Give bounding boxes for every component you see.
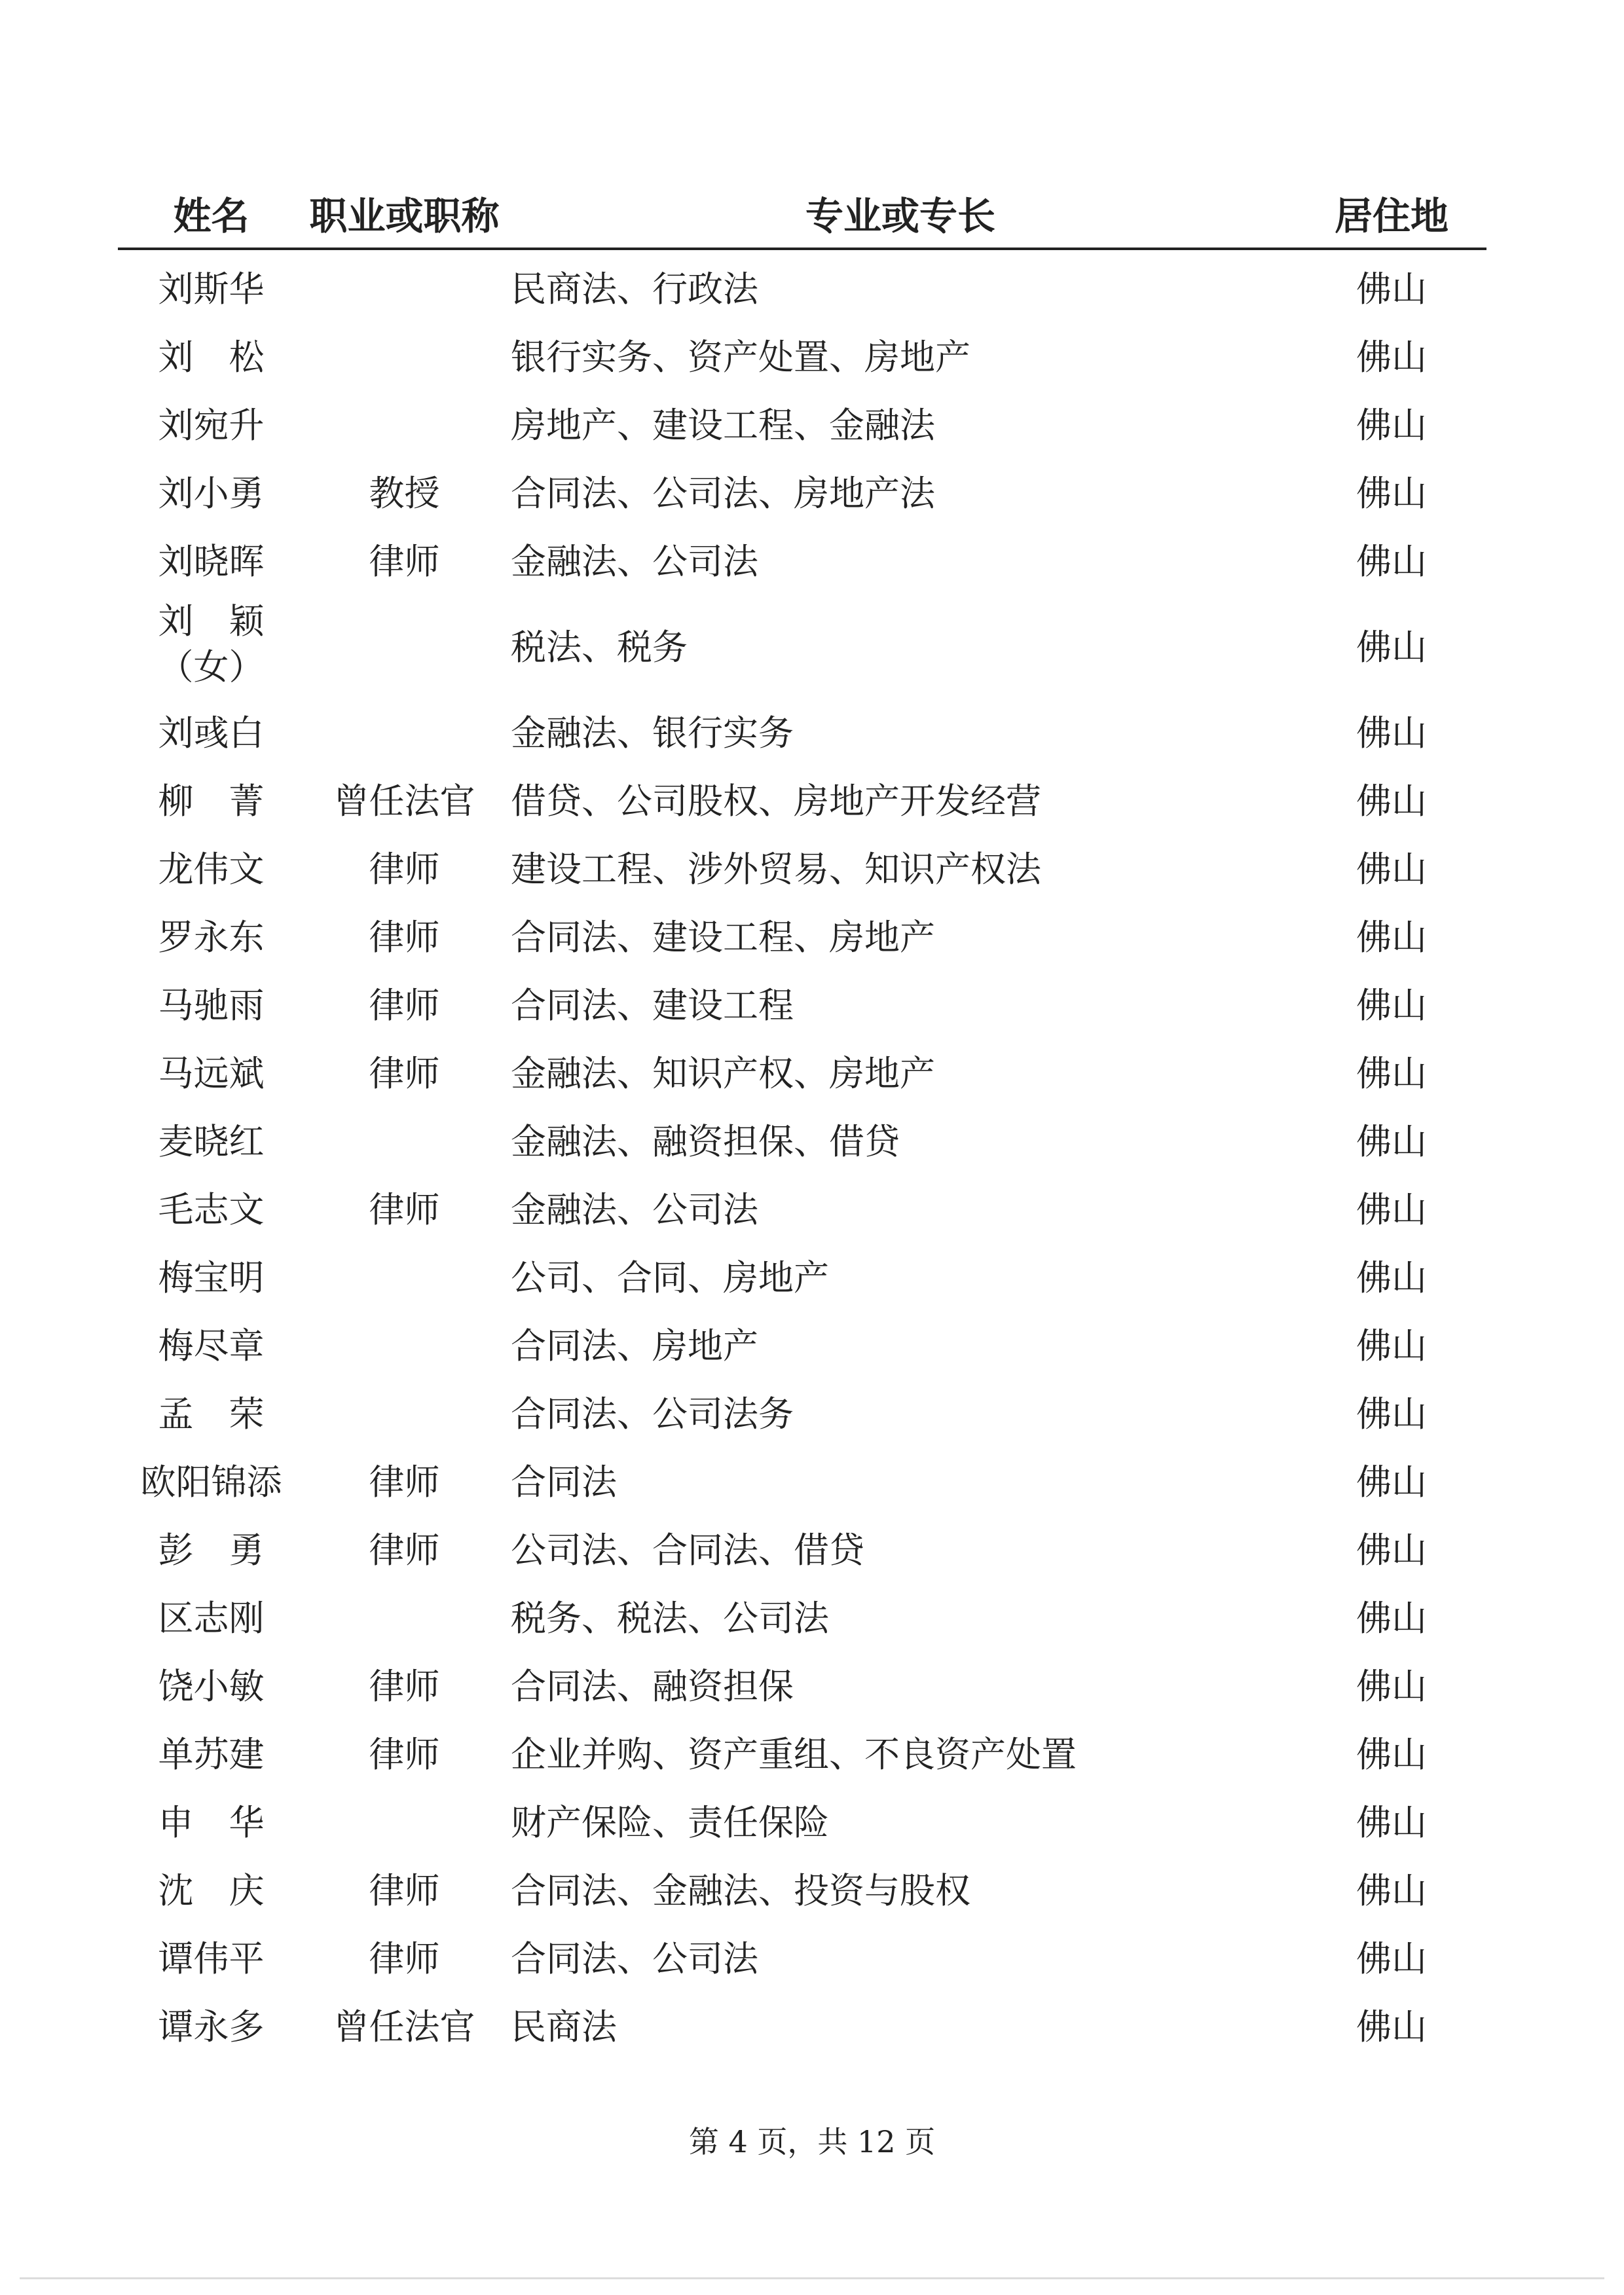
cell-location: 佛山	[1356, 1325, 1427, 1367]
table-row	[118, 1649, 1486, 1717]
cell-name: 沈 庆	[158, 1869, 265, 1911]
cell-name: 申 华	[158, 1801, 265, 1843]
table-row	[118, 764, 1486, 832]
cell-title	[304, 388, 504, 456]
cell-title: 律师	[369, 1937, 440, 1979]
cell-specialty: 合同法、公司法	[511, 1937, 758, 1979]
table-row	[118, 320, 1486, 388]
cell-title	[304, 252, 504, 320]
cell-title	[304, 593, 504, 696]
table-header	[118, 187, 1486, 246]
header-title: 职业或职称	[309, 194, 500, 238]
cell-name: 欧阳锦添	[140, 1461, 282, 1503]
cell-specialty: 金融法、公司法	[511, 1188, 758, 1230]
table-row	[118, 1241, 1486, 1309]
cell-name: 刘彧白	[158, 712, 265, 754]
cell-location: 佛山	[1356, 336, 1427, 378]
cell-title: 律师	[369, 1529, 440, 1571]
cell-specialty: 合同法、融资担保	[511, 1665, 794, 1707]
cell-title	[304, 1786, 504, 1854]
header-divider	[118, 248, 1486, 250]
scan-edge-line	[20, 2277, 1604, 2279]
cell-specialty: 公司、合同、房地产	[511, 1257, 829, 1298]
cell-location: 佛山	[1356, 984, 1427, 1026]
cell-title	[304, 1105, 504, 1173]
cell-name: 刘 松	[158, 336, 265, 378]
cell-location: 佛山	[1356, 1733, 1427, 1775]
table-row	[118, 1513, 1486, 1581]
cell-location: 佛山	[1356, 404, 1427, 446]
table-row	[118, 832, 1486, 900]
table-row	[118, 1717, 1486, 1786]
cell-specialty: 合同法、公司法务	[511, 1393, 794, 1435]
cell-title: 律师	[369, 540, 440, 582]
cell-title	[304, 1241, 504, 1309]
cell-specialty: 企业并购、资产重组、不良资产处置	[511, 1733, 1077, 1775]
cell-location: 佛山	[1356, 268, 1427, 310]
cell-title: 曾任法官	[333, 780, 475, 822]
cell-name: 梅尽章	[158, 1325, 265, 1367]
cell-location: 佛山	[1356, 1529, 1427, 1571]
table-row	[118, 1922, 1486, 1990]
cell-name: 马远斌	[158, 1052, 265, 1094]
cell-location: 佛山	[1356, 1188, 1427, 1230]
cell-title	[304, 1309, 504, 1377]
table-row	[118, 1105, 1486, 1173]
table-row	[118, 1786, 1486, 1854]
cell-location: 佛山	[1356, 848, 1427, 890]
table-row	[118, 593, 1486, 696]
cell-specialty: 公司法、合同法、借贷	[511, 1529, 864, 1571]
cell-location: 佛山	[1356, 1801, 1427, 1843]
table-row	[118, 900, 1486, 968]
cell-specialty: 税法、税务	[511, 626, 688, 668]
table-row	[118, 1581, 1486, 1649]
cell-title	[304, 696, 504, 764]
cell-specialty: 合同法、房地产	[511, 1325, 758, 1367]
cell-name: 梅宝明	[158, 1257, 265, 1298]
cell-name: 麦晓红	[158, 1120, 265, 1162]
cell-name: 刘斯华	[158, 268, 265, 310]
table-row	[118, 1854, 1486, 1922]
cell-name	[118, 593, 304, 696]
cell-name: 柳 菁	[158, 780, 265, 822]
table-row	[118, 1445, 1486, 1513]
cell-location: 佛山	[1356, 1120, 1427, 1162]
cell-title: 曾任法官	[333, 2006, 475, 2047]
cell-location: 佛山	[1356, 712, 1427, 754]
cell-specialty: 金融法、融资担保、借贷	[511, 1120, 900, 1162]
cell-location: 佛山	[1356, 2006, 1427, 2047]
page-number: 第 4 页，共 12 页	[688, 2124, 936, 2159]
cell-title	[304, 1581, 504, 1649]
cell-name: 马驰雨	[158, 984, 265, 1026]
cell-location: 佛山	[1356, 1937, 1427, 1979]
cell-location: 佛山	[1356, 1052, 1427, 1094]
cell-specialty: 金融法、银行实务	[511, 712, 794, 754]
cell-name: 谭永多	[158, 2006, 265, 2047]
cell-title: 律师	[369, 1188, 440, 1230]
table-row	[118, 968, 1486, 1037]
cell-title: 教授	[369, 472, 440, 514]
cell-title	[304, 1377, 504, 1445]
table-row	[118, 252, 1486, 320]
cell-title: 律师	[369, 1052, 440, 1094]
cell-name: 单苏建	[158, 1733, 265, 1775]
cell-specialty: 合同法	[511, 1461, 617, 1503]
cell-location: 佛山	[1356, 540, 1427, 582]
cell-name: 饶小敏	[158, 1665, 265, 1707]
cell-title: 律师	[369, 1869, 440, 1911]
header-name: 姓名	[173, 194, 249, 238]
table-body	[118, 252, 1486, 2058]
cell-name: 区志刚	[158, 1597, 265, 1639]
cell-specialty: 银行实务、资产处置、房地产	[511, 336, 970, 378]
table-row	[118, 1377, 1486, 1445]
cell-name: 毛志文	[158, 1188, 265, 1230]
cell-specialty: 借贷、公司股权、房地产开发经营	[511, 780, 1041, 822]
header-specialty: 专业或专长	[805, 194, 995, 238]
cell-name: 刘晓晖	[158, 540, 265, 582]
table-row	[118, 524, 1486, 593]
cell-title: 律师	[369, 1733, 440, 1775]
table-row	[118, 1173, 1486, 1241]
cell-location: 佛山	[1356, 1393, 1427, 1435]
table-row	[118, 1037, 1486, 1105]
cell-name: 孟 荣	[158, 1393, 265, 1435]
cell-location: 佛山	[1356, 1869, 1427, 1911]
cell-title	[304, 320, 504, 388]
cell-title: 律师	[369, 1665, 440, 1707]
table-row	[118, 696, 1486, 764]
cell-location: 佛山	[1356, 1257, 1427, 1298]
cell-name: 彭 勇	[158, 1529, 265, 1571]
cell-specialty: 金融法、知识产权、房地产	[511, 1052, 935, 1094]
cell-name: 刘宛升	[158, 404, 265, 446]
table-row	[118, 388, 1486, 456]
cell-specialty: 合同法、建设工程	[511, 984, 794, 1026]
cell-name: 刘小勇	[158, 472, 265, 514]
cell-specialty: 房地产、建设工程、金融法	[511, 404, 935, 446]
cell-location: 佛山	[1356, 472, 1427, 514]
cell-location: 佛山	[1356, 626, 1427, 668]
cell-title: 律师	[369, 984, 440, 1026]
table-row	[118, 1309, 1486, 1377]
cell-specialty: 税务、税法、公司法	[511, 1597, 829, 1639]
cell-name: 龙伟文	[158, 848, 265, 890]
cell-specialty: 民商法、行政法	[511, 268, 758, 310]
cell-name: 罗永东	[158, 916, 265, 958]
cell-specialty: 合同法、公司法、房地产法	[511, 472, 935, 514]
cell-title: 律师	[369, 1461, 440, 1503]
cell-location: 佛山	[1356, 1665, 1427, 1707]
cell-title: 律师	[369, 848, 440, 890]
cell-specialty: 合同法、金融法、投资与股权	[511, 1869, 970, 1911]
header-location: 居住地	[1334, 194, 1449, 238]
cell-location: 佛山	[1356, 916, 1427, 958]
cell-location: 佛山	[1356, 1461, 1427, 1503]
cell-specialty: 民商法	[511, 2006, 617, 2047]
cell-specialty: 建设工程、涉外贸易、知识产权法	[511, 848, 1041, 890]
cell-specialty: 合同法、建设工程、房地产	[511, 916, 935, 958]
cell-location: 佛山	[1356, 1597, 1427, 1639]
table-row	[118, 456, 1486, 524]
table-row	[118, 1990, 1486, 2058]
cell-specialty: 财产保险、责任保险	[511, 1801, 829, 1843]
cell-specialty: 金融法、公司法	[511, 540, 758, 582]
cell-name-text: 刘 颖 （女）	[158, 600, 265, 688]
cell-location: 佛山	[1356, 780, 1427, 822]
cell-title: 律师	[369, 916, 440, 958]
cell-name: 谭伟平	[158, 1937, 265, 1979]
